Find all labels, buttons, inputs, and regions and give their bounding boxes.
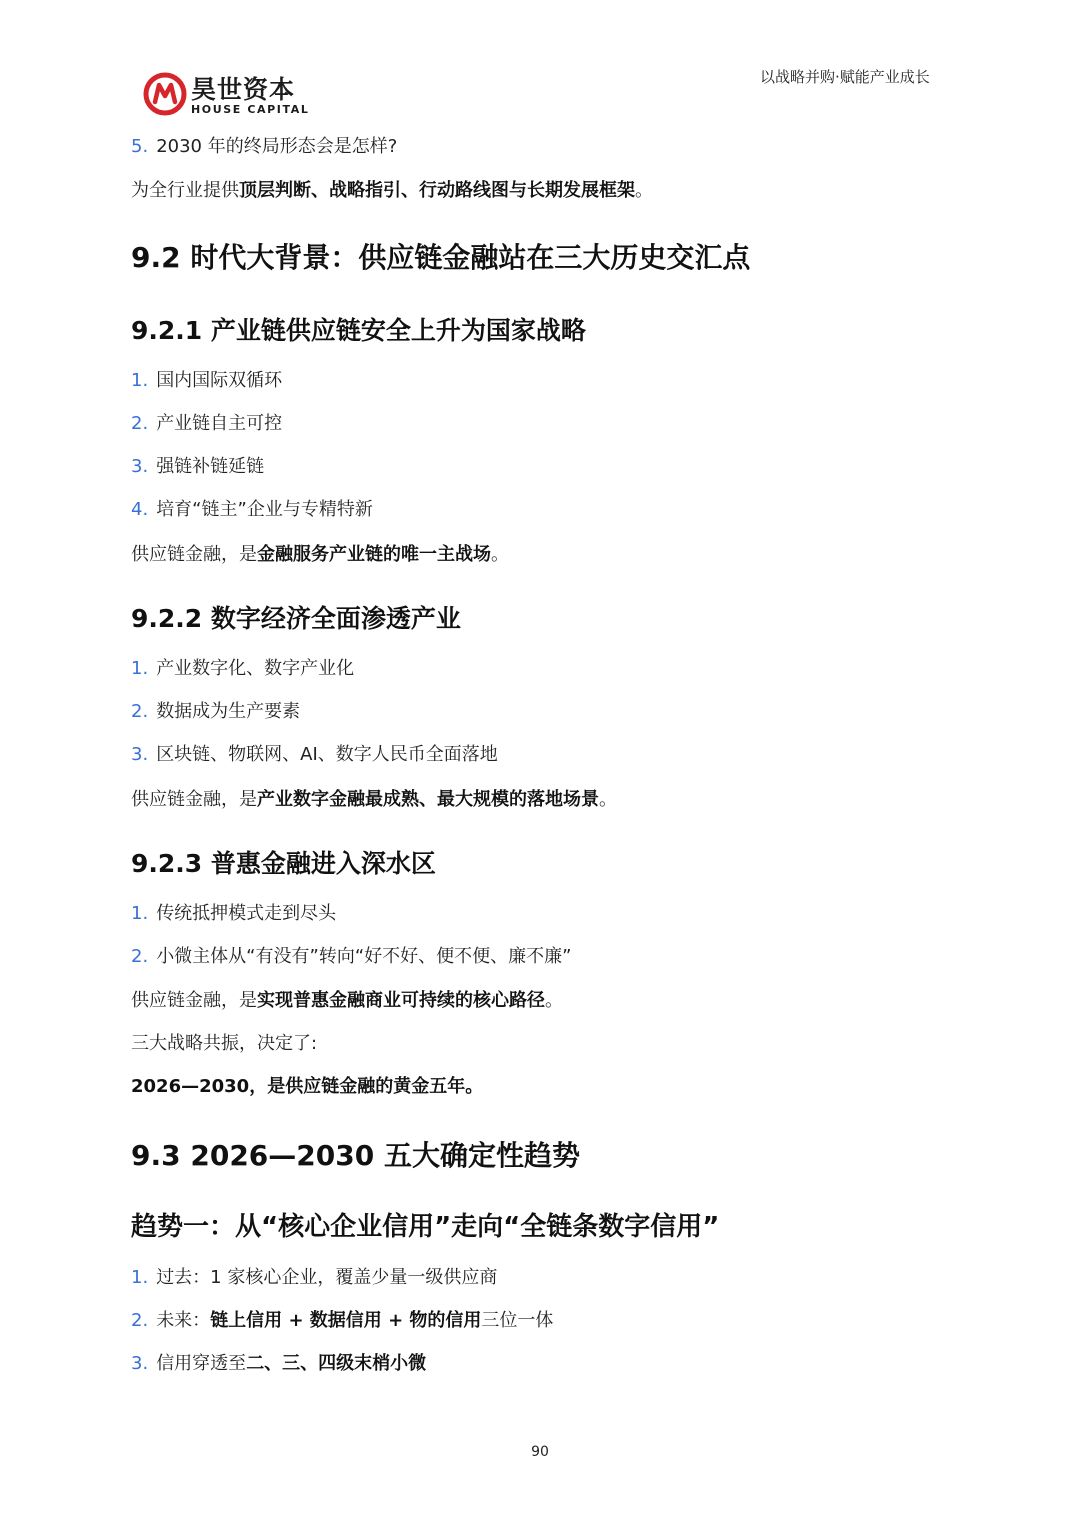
list-text-bold: 链上信用 + 数据信用 + 物的信用 [210, 1310, 482, 1331]
golden-years-statement: 2026—2030，是供应链金融的黄金五年。 [131, 1076, 484, 1097]
section-heading-9-2-3: 9.2.3 普惠金融进入深水区 [131, 849, 436, 878]
conclusion-plain: 供应链金融，是 [131, 544, 257, 565]
logo-english-name: HOUSE CAPITAL [191, 103, 310, 116]
list-number: 4. [131, 499, 149, 520]
list-number: 2. [131, 946, 149, 967]
list-text: 2030 年的终局形态会是怎样? [156, 136, 398, 157]
page-number: 90 [531, 1444, 549, 1460]
section-heading-9-3: 9.3 2026—2030 五大确定性趋势 [131, 1139, 580, 1172]
list-item [131, 899, 336, 925]
list-text: 产业数字化、数字产业化 [156, 658, 355, 679]
conclusion-plain: 供应链金融，是 [131, 990, 257, 1011]
list-item [131, 697, 300, 723]
conclusion-end: 。 [545, 990, 563, 1011]
list-text: 数据成为生产要素 [156, 701, 301, 722]
list-item [131, 740, 498, 766]
conclusion-9-2-3 [131, 986, 563, 1012]
section-heading-9-2-2: 9.2.2 数字经济全面渗透产业 [131, 604, 461, 633]
logo-mark-icon [143, 72, 187, 116]
conclusion-plain: 供应链金融，是 [131, 789, 257, 810]
section-heading-9-2-1: 9.2.1 产业链供应链安全上升为国家战略 [131, 316, 586, 345]
list-number: 3. [131, 744, 149, 765]
list-number: 3. [131, 456, 149, 477]
list-text: 培育“链主”企业与专精特新 [156, 499, 373, 520]
list-item [131, 452, 264, 478]
company-logo [143, 72, 313, 118]
list-item [131, 132, 397, 158]
list-text: 区块链、物联网、AI、数字人民币全面落地 [156, 744, 498, 765]
list-number: 1. [131, 1267, 149, 1288]
list-text: 强链补链延链 [156, 456, 265, 477]
conclusion-end: 。 [599, 789, 617, 810]
section-heading-9-2: 9.2 时代大背景：供应链金融站在三大历史交汇点 [131, 241, 751, 274]
summary-bold: 顶层判断、战略指引、行动路线图与长期发展框架 [239, 180, 635, 201]
list-item [131, 1306, 553, 1332]
list-item [131, 366, 282, 392]
conclusion-bold: 产业数字金融最成熟、最大规模的落地场景 [257, 789, 599, 810]
summary-plain: 为全行业提供 [131, 180, 239, 201]
conclusion-bold: 实现普惠金融商业可持续的核心路径 [257, 990, 545, 1011]
conclusion-bold: 金融服务产业链的唯一主战场 [257, 544, 491, 565]
intro-summary [131, 176, 653, 202]
list-number: 1. [131, 658, 149, 679]
resonance-text: 三大战略共振，决定了: [131, 1033, 318, 1054]
list-text: 产业链自主可控 [156, 413, 283, 434]
list-number: 5. [131, 136, 149, 157]
conclusion-9-2-1 [131, 540, 509, 566]
header-tagline: 以战略并购·赋能产业成长 [760, 68, 930, 86]
list-text: 过去：1 家核心企业，覆盖少量一级供应商 [156, 1267, 498, 1288]
list-number: 2. [131, 701, 149, 722]
summary-end: 。 [635, 180, 653, 201]
list-number: 2. [131, 1310, 149, 1331]
list-number: 1. [131, 903, 149, 924]
list-item [131, 409, 282, 435]
conclusion-end: 。 [491, 544, 509, 565]
conclusion-9-2-2 [131, 785, 617, 811]
list-number: 3. [131, 1353, 149, 1374]
logo-chinese-name: 昊世资本 [191, 75, 296, 104]
list-text-bold: 二、三、四级末梢小微 [246, 1353, 427, 1374]
list-text: 传统抵押模式走到尽头 [156, 903, 337, 924]
list-item [131, 942, 572, 968]
list-item [131, 1263, 497, 1289]
trend-one-heading: 趋势一：从“核心企业信用”走向“全链条数字信用” [131, 1212, 720, 1242]
list-item [131, 1349, 426, 1375]
list-text: 小微主体从“有没有”转向“好不好、便不便、廉不廉” [156, 946, 572, 967]
list-item [131, 495, 373, 521]
list-text: 未来： [156, 1310, 211, 1331]
list-number: 1. [131, 370, 149, 391]
list-number: 2. [131, 413, 149, 434]
list-text: 国内国际双循环 [156, 370, 283, 391]
list-text-end: 三位一体 [481, 1310, 554, 1331]
list-item [131, 654, 354, 680]
list-text: 信用穿透至 [156, 1353, 247, 1374]
